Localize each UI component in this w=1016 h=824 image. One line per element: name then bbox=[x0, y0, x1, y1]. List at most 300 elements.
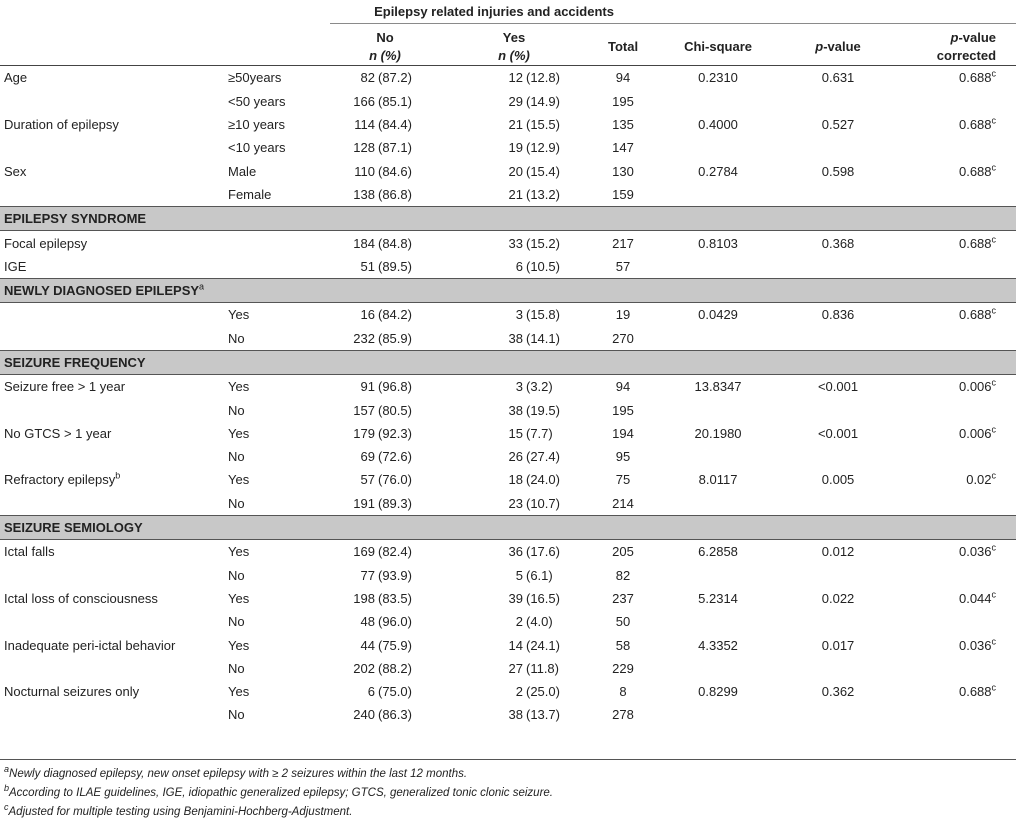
cell-chisquare bbox=[658, 183, 778, 207]
section-header bbox=[0, 350, 1016, 374]
cell-pvalue-corrected bbox=[898, 90, 1016, 113]
row-label-text: Nocturnal seizures only bbox=[4, 684, 140, 700]
cell-pvalue: 0.836 bbox=[821, 307, 855, 323]
cell-no-count: 110 bbox=[354, 163, 375, 179]
pvalue-footnote-marker: c bbox=[991, 636, 997, 647]
cell-chisquare bbox=[658, 657, 778, 680]
cell-chisquare: 0.8103 bbox=[698, 235, 738, 251]
cell-pvalue bbox=[778, 327, 898, 351]
section-title bbox=[0, 515, 1016, 539]
cell-yes-count: 38 bbox=[508, 402, 523, 418]
cell-chisquare bbox=[658, 90, 778, 113]
cell-yes-count: 15 bbox=[508, 425, 523, 441]
cell-no-count: 166 bbox=[353, 93, 375, 109]
cell-no-percent: (89.5) bbox=[378, 258, 412, 274]
row-label-text: Age bbox=[4, 70, 28, 86]
cell-yes-percent: (24.0) bbox=[526, 472, 560, 488]
cell-total: 75 bbox=[615, 472, 631, 488]
cell-pvalue: 0.631 bbox=[821, 70, 855, 86]
cell-chisquare: 5.2314 bbox=[698, 590, 738, 606]
cell-pvalue: 0.598 bbox=[821, 163, 855, 179]
cell-no-count: 77 bbox=[360, 567, 375, 583]
section-title bbox=[0, 278, 1016, 302]
row-label-text: Duration of epilepsy bbox=[4, 117, 119, 133]
row-label bbox=[0, 445, 226, 468]
row-sublabel: No bbox=[228, 449, 245, 465]
table-row bbox=[0, 703, 1016, 726]
cell-pvalue: 0.362 bbox=[821, 684, 855, 700]
row-sublabel: No bbox=[228, 614, 245, 630]
cell-pvalue-corrected bbox=[898, 375, 1016, 399]
row-sublabel: No bbox=[228, 660, 245, 676]
cell-no-count: 157 bbox=[353, 402, 375, 418]
pvalue-footnote-marker: c bbox=[991, 306, 997, 317]
cell-pvalue: 0.368 bbox=[821, 235, 855, 251]
cell-pvalue-corrected bbox=[898, 445, 1016, 468]
row-label-text: Refractory epilepsy bbox=[4, 472, 116, 488]
pvalue-footnote-marker: c bbox=[991, 589, 997, 600]
cell-total: 270 bbox=[612, 330, 634, 346]
cell-no-percent: (86.3) bbox=[378, 707, 412, 723]
cell-no-count: 91 bbox=[360, 379, 375, 395]
cell-no-percent: (83.5) bbox=[378, 590, 412, 606]
cell-yes-count: 36 bbox=[508, 544, 523, 560]
cell-total: 82 bbox=[615, 567, 631, 583]
cell-yes-percent: (15.5) bbox=[526, 117, 560, 133]
cell-no-count: 82 bbox=[360, 70, 375, 86]
row-sublabel: Yes bbox=[228, 307, 250, 323]
col-header-chisquare: Chi-square bbox=[684, 39, 752, 55]
table-row bbox=[0, 159, 1016, 182]
row-label bbox=[0, 375, 226, 399]
cell-yes-percent: (14.1) bbox=[526, 330, 560, 346]
cell-chisquare bbox=[658, 327, 778, 351]
cell-total: 8 bbox=[619, 684, 627, 700]
row-label bbox=[0, 136, 226, 159]
cell-no-percent: (93.9) bbox=[378, 567, 412, 583]
cell-total: 195 bbox=[612, 402, 634, 418]
cell-no-count: 16 bbox=[360, 307, 375, 323]
cell-total: 217 bbox=[612, 235, 634, 251]
table-row bbox=[0, 422, 1016, 445]
table-row bbox=[0, 231, 1016, 255]
cell-no-percent: (85.1) bbox=[378, 93, 412, 109]
cell-chisquare: 8.0117 bbox=[698, 472, 738, 488]
cell-chisquare: 13.8347 bbox=[694, 379, 742, 395]
table-row bbox=[0, 66, 1016, 90]
cell-yes-percent: (10.7) bbox=[526, 495, 560, 511]
row-label bbox=[0, 398, 226, 421]
cell-total: 237 bbox=[612, 590, 634, 606]
cell-total: 135 bbox=[612, 117, 634, 133]
row-label-text: Inadequate peri-ictal behavior bbox=[4, 637, 176, 653]
cell-pvalue bbox=[778, 398, 898, 421]
row-sublabel: Yes bbox=[228, 684, 250, 700]
table-row bbox=[0, 375, 1016, 399]
cell-chisquare bbox=[658, 703, 778, 726]
row-label-footnote-marker: b bbox=[115, 471, 121, 482]
cell-yes-count: 23 bbox=[508, 495, 523, 511]
pvalue-corrected-text: 0.044 bbox=[958, 590, 992, 606]
cell-pvalue bbox=[778, 183, 898, 207]
footnote-a: $^a$Newly diagnosed epilepsy, new onset epilepsy with ≥ 2 seizures within the last 12 months. bbox=[4, 764, 468, 780]
row-sublabel: <50 years bbox=[228, 93, 286, 109]
cell-pvalue bbox=[778, 610, 898, 633]
cell-chisquare: 0.4000 bbox=[698, 117, 738, 133]
row-label bbox=[0, 610, 226, 633]
cell-yes-percent: (12.8) bbox=[526, 70, 560, 86]
cell-no-percent: (96.8) bbox=[378, 379, 412, 395]
row-label bbox=[0, 587, 226, 610]
cell-total: 278 bbox=[612, 707, 634, 723]
pvalue-corrected-text: 0.036 bbox=[958, 637, 992, 653]
cell-no-count: 57 bbox=[360, 472, 375, 488]
table-row bbox=[0, 136, 1016, 159]
cell-yes-count: 6 bbox=[515, 258, 523, 274]
row-label-text: Seizure free > 1 year bbox=[4, 379, 126, 395]
row-label bbox=[0, 657, 226, 680]
cell-total: 205 bbox=[612, 544, 634, 560]
row-sublabel: No bbox=[228, 330, 245, 346]
cell-no-count: 48 bbox=[360, 614, 375, 630]
cell-yes-count: 5 bbox=[515, 567, 523, 583]
cell-no-count: 51 bbox=[360, 258, 375, 274]
row-label bbox=[0, 540, 226, 564]
cell-no-count: 138 bbox=[353, 186, 375, 202]
cell-no-count: 191 bbox=[353, 495, 375, 511]
cell-pvalue bbox=[778, 703, 898, 726]
row-label bbox=[0, 183, 226, 207]
pvalue-footnote-marker: c bbox=[991, 424, 997, 435]
pvalue-corrected-text: 0.036 bbox=[958, 544, 992, 560]
row-sublabel bbox=[226, 231, 330, 255]
cell-yes-count: 19 bbox=[508, 140, 523, 156]
row-label bbox=[0, 66, 226, 90]
pvalue-footnote-marker: c bbox=[991, 115, 997, 126]
col-header-pvalue-corrected: p-value corrected bbox=[936, 30, 997, 64]
cell-total: 214 bbox=[612, 495, 634, 511]
cell-chisquare: 4.3352 bbox=[698, 637, 738, 653]
row-sublabel: ≥50years bbox=[228, 70, 282, 86]
cell-pvalue-corrected bbox=[898, 564, 1016, 587]
cell-no-count: 44 bbox=[360, 637, 375, 653]
cell-yes-percent: (7.7) bbox=[526, 425, 553, 441]
cell-pvalue-corrected bbox=[898, 703, 1016, 726]
cell-yes-percent: (15.4) bbox=[526, 163, 560, 179]
cell-yes-percent: (10.5) bbox=[526, 258, 560, 274]
row-label bbox=[0, 113, 226, 136]
row-label bbox=[0, 303, 226, 327]
cell-no-percent: (88.2) bbox=[378, 660, 412, 676]
cell-yes-count: 38 bbox=[508, 707, 523, 723]
section-title-text: EPILEPSY SYNDROME bbox=[4, 211, 147, 227]
cell-yes-count: 3 bbox=[515, 379, 523, 395]
cell-yes-count: 39 bbox=[508, 590, 523, 606]
row-label-text: Ictal loss of consciousness bbox=[4, 590, 158, 606]
cell-yes-count: 3 bbox=[515, 307, 523, 323]
cell-yes-percent: (14.9) bbox=[526, 93, 560, 109]
cell-no-percent: (87.1) bbox=[378, 140, 412, 156]
col-header-yes: Yes n (%) bbox=[498, 30, 530, 64]
section-header bbox=[0, 515, 1016, 539]
row-sublabel: No bbox=[228, 567, 245, 583]
table-row bbox=[0, 183, 1016, 207]
cell-no-count: 6 bbox=[367, 684, 375, 700]
row-label-text: IGE bbox=[4, 258, 27, 274]
cell-no-percent: (84.2) bbox=[378, 307, 412, 323]
row-label bbox=[0, 564, 226, 587]
pvalue-corrected-text: 0.688 bbox=[958, 117, 992, 133]
cell-pvalue-corrected bbox=[898, 633, 1016, 656]
table-row bbox=[0, 468, 1016, 491]
table-row bbox=[0, 445, 1016, 468]
table-row bbox=[0, 657, 1016, 680]
header-group-row bbox=[0, 0, 1016, 24]
cell-yes-count: 38 bbox=[508, 330, 523, 346]
cell-pvalue bbox=[778, 564, 898, 587]
pvalue-footnote-marker: c bbox=[991, 69, 997, 80]
section-footnote-marker: a bbox=[199, 281, 205, 292]
cell-yes-percent: (12.9) bbox=[526, 140, 560, 156]
cell-yes-percent: (15.2) bbox=[526, 235, 560, 251]
footnotes bbox=[4, 765, 553, 822]
cell-chisquare: 0.0429 bbox=[698, 307, 738, 323]
pvalue-corrected-text: 0.688 bbox=[958, 307, 992, 323]
cell-total: 195 bbox=[612, 93, 634, 109]
cell-no-percent: (84.8) bbox=[378, 235, 412, 251]
row-sublabel: Yes bbox=[228, 544, 250, 560]
table-row bbox=[0, 587, 1016, 610]
group-title: Epilepsy related injuries and accidents bbox=[330, 0, 658, 24]
table-row bbox=[0, 327, 1016, 351]
cell-yes-percent: (17.6) bbox=[526, 544, 560, 560]
cell-chisquare bbox=[658, 398, 778, 421]
pvalue-corrected-text: 0.688 bbox=[958, 235, 992, 251]
row-label-text: Sex bbox=[4, 163, 27, 179]
cell-total: 147 bbox=[612, 140, 634, 156]
cell-chisquare bbox=[658, 564, 778, 587]
cell-pvalue: <0.001 bbox=[817, 379, 859, 395]
cell-yes-percent: (13.2) bbox=[526, 186, 560, 202]
cell-no-count: 232 bbox=[353, 330, 375, 346]
cell-yes-percent: (3.2) bbox=[526, 379, 553, 395]
cell-yes-percent: (27.4) bbox=[526, 449, 560, 465]
cell-total: 58 bbox=[615, 637, 631, 653]
row-label bbox=[0, 231, 226, 255]
row-label-text: Focal epilepsy bbox=[4, 235, 88, 251]
section-title bbox=[0, 207, 1016, 231]
cell-pvalue-corrected bbox=[898, 540, 1016, 564]
cell-no-percent: (82.4) bbox=[378, 544, 412, 560]
section-header bbox=[0, 207, 1016, 231]
cell-no-percent: (72.6) bbox=[378, 449, 412, 465]
cell-pvalue-corrected bbox=[898, 66, 1016, 90]
cell-no-count: 169 bbox=[353, 544, 375, 560]
cell-no-count: 198 bbox=[353, 590, 375, 606]
pvalue-corrected-text: 0.688 bbox=[958, 684, 992, 700]
cell-no-percent: (92.3) bbox=[378, 425, 412, 441]
col-header-pvalue: p-value bbox=[815, 39, 861, 55]
cell-no-percent: (84.4) bbox=[378, 117, 412, 133]
cell-pvalue-corrected bbox=[898, 231, 1016, 255]
cell-total: 95 bbox=[615, 449, 631, 465]
cell-no-percent: (87.2) bbox=[378, 70, 412, 86]
row-label-text: No GTCS > 1 year bbox=[4, 425, 112, 441]
section-title bbox=[0, 350, 1016, 374]
cell-total: 130 bbox=[612, 163, 634, 179]
cell-total: 229 bbox=[612, 660, 634, 676]
cell-pvalue-corrected bbox=[898, 610, 1016, 633]
row-sublabel: Female bbox=[228, 186, 272, 202]
cell-no-percent: (75.9) bbox=[378, 637, 412, 653]
cell-no-percent: (96.0) bbox=[378, 614, 412, 630]
cell-chisquare: 20.1980 bbox=[694, 425, 742, 441]
cell-no-count: 69 bbox=[360, 449, 375, 465]
row-sublabel bbox=[226, 255, 330, 279]
section-header bbox=[0, 278, 1016, 302]
cell-no-count: 179 bbox=[353, 425, 375, 441]
row-sublabel: Yes bbox=[228, 425, 250, 441]
cell-pvalue-corrected bbox=[898, 303, 1016, 327]
table-row bbox=[0, 680, 1016, 703]
cell-no-percent: (89.3) bbox=[378, 495, 412, 511]
table-row bbox=[0, 492, 1016, 516]
row-sublabel: No bbox=[228, 402, 245, 418]
pvalue-footnote-marker: c bbox=[991, 682, 997, 693]
cell-chisquare: 0.8299 bbox=[698, 684, 738, 700]
row-label bbox=[0, 327, 226, 351]
cell-yes-count: 33 bbox=[508, 235, 523, 251]
cell-pvalue bbox=[778, 445, 898, 468]
table-row bbox=[0, 633, 1016, 656]
pvalue-footnote-marker: c bbox=[991, 234, 997, 245]
table-row bbox=[0, 90, 1016, 113]
cell-pvalue-corrected bbox=[898, 587, 1016, 610]
row-label bbox=[0, 422, 226, 445]
cell-pvalue: 0.022 bbox=[821, 590, 855, 606]
cell-yes-percent: (6.1) bbox=[526, 567, 553, 583]
cell-pvalue-corrected bbox=[898, 327, 1016, 351]
cell-yes-count: 21 bbox=[508, 186, 523, 202]
cell-pvalue: 0.017 bbox=[821, 637, 855, 653]
cell-pvalue bbox=[778, 255, 898, 279]
row-sublabel: Yes bbox=[228, 379, 250, 395]
cell-pvalue-corrected bbox=[898, 657, 1016, 680]
pvalue-corrected-text: 0.688 bbox=[958, 70, 992, 86]
cell-no-percent: (80.5) bbox=[378, 402, 412, 418]
pvalue-footnote-marker: c bbox=[991, 543, 997, 554]
cell-pvalue bbox=[778, 492, 898, 516]
pvalue-footnote-marker: c bbox=[991, 471, 997, 482]
cell-chisquare: 0.2310 bbox=[698, 70, 738, 86]
row-label bbox=[0, 468, 226, 491]
cell-yes-percent: (24.1) bbox=[526, 637, 560, 653]
cell-no-percent: (85.9) bbox=[378, 330, 412, 346]
cell-total: 57 bbox=[615, 258, 631, 274]
cell-no-percent: (84.6) bbox=[378, 163, 412, 179]
cell-chisquare bbox=[658, 136, 778, 159]
cell-yes-count: 20 bbox=[508, 163, 523, 179]
row-sublabel: ≥10 years bbox=[228, 117, 285, 133]
cell-yes-count: 29 bbox=[508, 93, 523, 109]
cell-chisquare bbox=[658, 445, 778, 468]
cell-total: 159 bbox=[612, 186, 634, 202]
cell-total: 194 bbox=[612, 425, 634, 441]
cell-yes-percent: (25.0) bbox=[526, 684, 560, 700]
cell-pvalue: 0.012 bbox=[821, 544, 855, 560]
cell-no-count: 184 bbox=[353, 235, 375, 251]
row-label bbox=[0, 633, 226, 656]
row-sublabel: Male bbox=[228, 163, 257, 179]
cell-yes-count: 2 bbox=[515, 684, 523, 700]
cell-chisquare bbox=[658, 255, 778, 279]
cell-yes-count: 21 bbox=[508, 117, 523, 133]
table-bottom-rule bbox=[0, 759, 1016, 760]
cell-no-count: 128 bbox=[353, 140, 375, 156]
cell-no-count: 240 bbox=[353, 707, 375, 723]
cell-yes-percent: (11.8) bbox=[526, 660, 559, 676]
section-title-text: SEIZURE FREQUENCY bbox=[4, 355, 146, 370]
table-row bbox=[0, 564, 1016, 587]
cell-pvalue bbox=[778, 136, 898, 159]
table-row bbox=[0, 540, 1016, 564]
pvalue-footnote-marker: c bbox=[991, 377, 997, 388]
cell-yes-percent: (4.0) bbox=[526, 614, 553, 630]
cell-yes-count: 14 bbox=[508, 637, 523, 653]
cell-no-percent: (86.8) bbox=[378, 186, 412, 202]
cell-yes-count: 26 bbox=[508, 449, 523, 465]
cell-pvalue-corrected bbox=[898, 183, 1016, 207]
row-sublabel: No bbox=[228, 495, 245, 511]
cell-chisquare: 6.2858 bbox=[698, 544, 738, 560]
cell-chisquare bbox=[658, 610, 778, 633]
table-row bbox=[0, 610, 1016, 633]
cell-pvalue-corrected bbox=[898, 422, 1016, 445]
cell-yes-count: 27 bbox=[508, 660, 523, 676]
cell-no-percent: (75.0) bbox=[378, 684, 412, 700]
cell-no-percent: (76.0) bbox=[378, 472, 412, 488]
cell-pvalue-corrected bbox=[898, 680, 1016, 703]
row-label bbox=[0, 255, 226, 279]
cell-pvalue: 0.527 bbox=[821, 117, 855, 133]
cell-pvalue-corrected bbox=[898, 136, 1016, 159]
row-sublabel: No bbox=[228, 707, 245, 723]
row-sublabel: <10 years bbox=[228, 140, 286, 156]
col-header-no: No n (%) bbox=[369, 30, 401, 64]
cell-no-count: 202 bbox=[353, 660, 375, 676]
pvalue-corrected-text: 0.688 bbox=[958, 163, 992, 179]
pvalue-footnote-marker: c bbox=[991, 162, 997, 173]
cell-chisquare bbox=[658, 492, 778, 516]
cell-chisquare: 0.2784 bbox=[698, 163, 738, 179]
cell-pvalue-corrected bbox=[898, 255, 1016, 279]
row-label bbox=[0, 492, 226, 516]
cell-yes-percent: (15.8) bbox=[526, 307, 560, 323]
cell-total: 50 bbox=[615, 614, 631, 630]
cell-no-count: 114 bbox=[354, 117, 375, 133]
row-label bbox=[0, 703, 226, 726]
pvalue-corrected-text: 0.006 bbox=[958, 425, 992, 441]
footnote-c: $^c$Adjusted for multiple testing using Benjamini-Hochberg-Adjustment. bbox=[4, 802, 353, 818]
row-label-text: Ictal falls bbox=[4, 544, 55, 560]
col-header-total: Total bbox=[607, 39, 639, 55]
row-label bbox=[0, 159, 226, 182]
table-row bbox=[0, 303, 1016, 327]
table-row bbox=[0, 398, 1016, 421]
cell-pvalue-corrected bbox=[898, 468, 1016, 491]
cell-pvalue: 0.005 bbox=[821, 472, 855, 488]
header-columns-row bbox=[0, 24, 1016, 66]
